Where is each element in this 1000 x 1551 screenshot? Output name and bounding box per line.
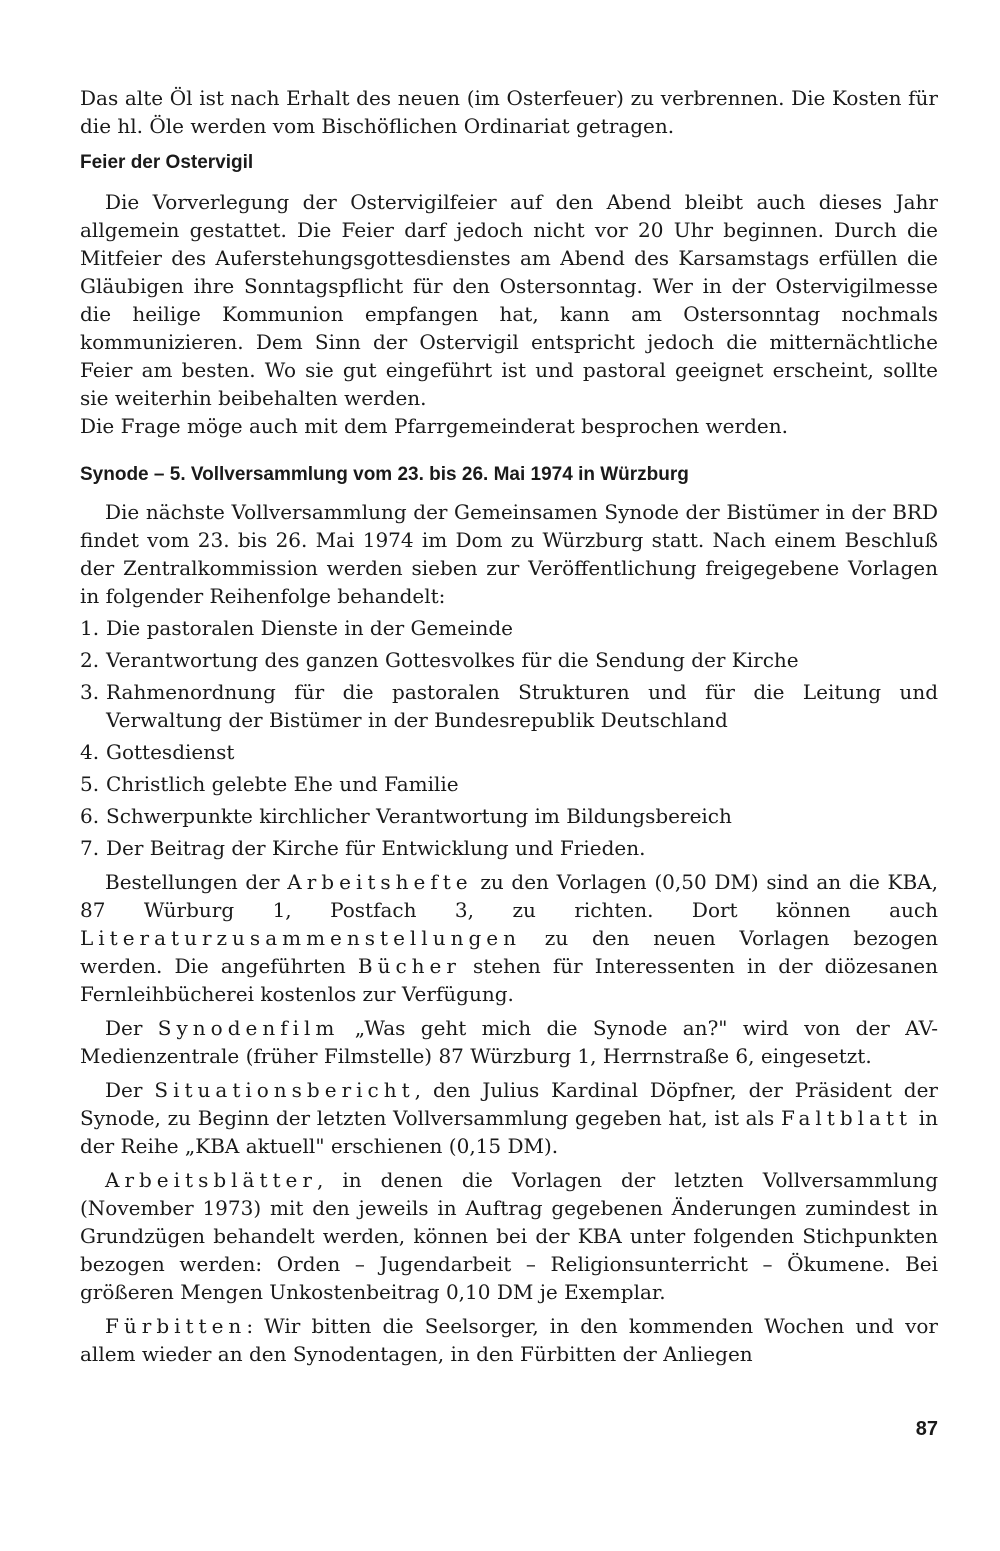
list-item-number: 6.	[80, 804, 100, 828]
section-heading-ostervigil: Feier der Ostervigil	[80, 152, 254, 173]
spaced-term-faltblatt: Faltblatt	[780, 1106, 913, 1130]
situationsbericht-paragraph	[80, 1076, 938, 1160]
list-item	[80, 770, 938, 798]
text-run: : Wir bitten die Seelsorger, in den kommenden Wochen und vor allem wieder an den Synodentagen, in den Fürbitten der Anliegen	[80, 1314, 938, 1366]
spaced-term-fuerbitten: Fürbitten	[105, 1314, 247, 1338]
text-run: zu den neuen Vorlagen bezogen werden. Die angeführten	[80, 926, 938, 978]
list-item-text: Verantwortung des ganzen Gottesvolkes für die Sendung der Kirche	[106, 648, 799, 672]
page-number: 87	[915, 1418, 938, 1440]
text-run: Der	[105, 1016, 158, 1040]
text-run: Der	[105, 1078, 155, 1102]
list-item-text: Der Beitrag der Kirche für Entwicklung und Frieden.	[106, 836, 646, 860]
list-item	[80, 802, 938, 830]
synode-intro-paragraph: Die nächste Vollversammlung der Gemeinsamen Synode der Bistümer in der BRD findet vom 23. bis 26. Mai 1974 im Dom zu Würzburg statt. Nach einem Beschluß der Zentralkommission werden sieben zur Veröffentlichung freigegebene Vorlagen in folgender Reihenfolge behandelt:	[80, 500, 938, 608]
vorlagen-list	[80, 614, 938, 862]
ostervigil-note: Die Frage möge auch mit dem Pfarrgemeinderat besprochen werden.	[80, 414, 788, 438]
spaced-term-arbeitshefte: Arbeitshefte	[287, 870, 473, 894]
list-item-text: Gottesdienst	[106, 740, 235, 764]
text-run: „Was geht mich die Synode an?" wird von der AV-Medienzentrale (früher Filmstelle) 87 Würzburg 1, Herrnstraße 6, eingesetzt.	[80, 1016, 938, 1068]
section-heading-synode: Synode – 5. Vollversammlung vom 23. bis 26. Mai 1974 in Würzburg	[80, 464, 689, 485]
text-run: , in denen die Vorlagen der letzten Vollversammlung (November 1973) mit den jeweils in Auftrag gegebenen Änderungen zumindest in Grundzügen behandelt werden, können bei der KBA unter folgenden Stichpunkten bezogen werden: Orden – Jugendarbeit – Religionsunterricht – Ökumene. Bei größeren Mengen Unkostenbeitrag 0,10 DM je Exemplar.	[80, 1168, 938, 1304]
list-item-number: 3.	[80, 680, 100, 704]
bestellungen-paragraph	[80, 868, 938, 1008]
fuerbitten-paragraph	[80, 1312, 938, 1368]
list-item-text: Rahmenordnung für die pastoralen Strukturen und für die Leitung und Verwaltung der Bistümer in der Bundesrepublik Deutschland	[106, 680, 938, 732]
list-item-text: Schwerpunkte kirchlicher Verantwortung im Bildungsbereich	[106, 804, 732, 828]
list-item	[80, 646, 938, 674]
list-item	[80, 678, 938, 734]
spaced-term-situationsbericht: Situationsbericht	[154, 1078, 415, 1102]
list-item-number: 4.	[80, 740, 100, 764]
synodenfilm-paragraph	[80, 1014, 938, 1070]
intro-paragraph: Das alte Öl ist nach Erhalt des neuen (im Osterfeuer) zu verbrennen. Die Kosten für die hl. Öle werden vom Bischöflichen Ordinariat getragen.	[80, 86, 938, 138]
arbeitsblaetter-paragraph	[80, 1166, 938, 1306]
text-run: , den Julius Kardinal Döpfner, der Präsident der Synode, zu Beginn der letzten Vollversammlung gegeben hat, ist als	[80, 1078, 938, 1130]
spaced-term-synodenfilm: Synodenfilm	[157, 1016, 340, 1040]
list-item-number: 1.	[80, 616, 100, 640]
text-run: zu den Vorlagen (0,50 DM) sind an die KBA, 87 Würburg 1, Postfach 3, zu richten. Dort können auch	[80, 870, 938, 922]
list-item-text: Die pastoralen Dienste in der Gemeinde	[106, 616, 514, 640]
list-item-number: 2.	[80, 648, 100, 672]
list-item	[80, 614, 938, 642]
list-item-number: 5.	[80, 772, 100, 796]
list-item	[80, 834, 938, 862]
spaced-term-buecher: Bücher	[357, 954, 461, 978]
spaced-term-arbeitsblaetter: Arbeitsblätter	[105, 1168, 317, 1192]
list-item	[80, 738, 938, 766]
text-run: stehen für Interessenten in der diözesanen Fernleihbücherei kostenlos zur Verfügung.	[80, 954, 939, 1006]
ostervigil-paragraph: Die Vorverlegung der Ostervigilfeier auf den Abend bleibt auch dieses Jahr allgemein gestattet. Die Feier darf jedoch nicht vor 20 Uhr beginnen. Durch die Mitfeier des Auferstehungsgottesdienstes am Abend des Karsamstags erfüllen die Gläubigen ihre Sonntagspflicht für den Ostersonntag. Wer in der Ostervigilmesse die heilige Kommunion empfangen hat, kann am Ostersonntag nochmals kommunizieren. Dem Sinn der Ostervigil entspricht jedoch die mitternächtliche Feier am besten. Wo sie gut eingeführt ist und pastoral geeignet erscheint, sollte sie weiterhin beibehalten werden.	[80, 190, 938, 410]
text-run: in der Reihe „KBA aktuell" erschienen (0,15 DM).	[80, 1106, 938, 1158]
spaced-term-literaturzusammenstellungen: Literaturzusammenstellungen	[80, 926, 521, 950]
list-item-text: Christlich gelebte Ehe und Familie	[106, 772, 459, 796]
text-run: Bestellungen der	[105, 870, 288, 894]
list-item-number: 7.	[80, 836, 100, 860]
